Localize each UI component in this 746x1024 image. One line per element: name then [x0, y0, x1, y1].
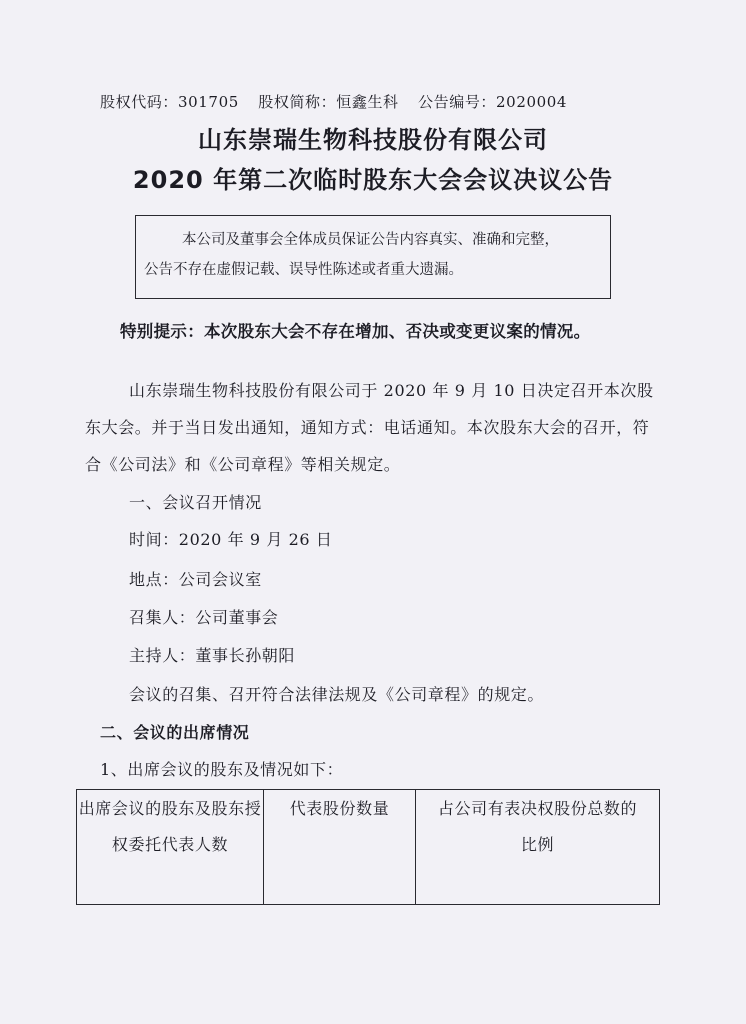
meeting-place: 地点：公司会议室	[129, 570, 262, 589]
section2-subheading: 1、出席会议的股东及情况如下：	[100, 760, 344, 779]
disclaimer-line-2: 公告不存在虚假记载、误导性陈述或者重大遗漏。	[144, 262, 463, 278]
document-meta	[100, 91, 660, 112]
special-tip: 特别提示：本次股东大会不存在增加、否决或变更议案的情况。	[120, 322, 591, 341]
table-header-ratio: 占公司有表决权股份总数的比例	[437, 799, 638, 854]
disclaimer-line-1: 本公司及董事会全体成员保证公告内容真实、准确和完整，	[182, 232, 559, 248]
table-header-shares: 代表股份数量	[264, 790, 416, 904]
meeting-time: 时间：2020 年 9 月 26 日	[129, 530, 333, 549]
stock-name: 股权简称：恒鑫生科	[258, 93, 399, 111]
disclaimer-box	[135, 215, 611, 299]
table-header-shareholders: 出席会议的股东及股东授权委托代表人数	[77, 790, 264, 904]
announcement-number: 公告编号：2020004	[418, 93, 568, 111]
announcement-title: 2020 年第二次临时股东大会会议决议公告	[132, 166, 614, 194]
company-name-title: 山东崇瑞生物科技股份有限公司	[198, 126, 548, 154]
stock-code: 股权代码：301705	[100, 93, 239, 111]
attendance-table	[76, 789, 660, 905]
section1-heading: 一、会议召开情况	[129, 493, 262, 512]
intro-paragraph: 山东崇瑞生物科技股份有限公司于 2020 年 9 月 10 日决定召开本次股东大会。并于当日发出通知，通知方式：电话通知。本次股东大会的召开，符合《公司法》和《公司章程》等相关规定。	[85, 381, 654, 474]
section2-heading: 二、会议的出席情况	[100, 723, 250, 742]
meeting-host: 主持人：董事长孙朝阳	[129, 646, 296, 665]
meeting-convener: 召集人：公司董事会	[129, 608, 279, 627]
compliance-statement: 会议的召集、召开符合法律法规及《公司章程》的规定。	[129, 685, 545, 704]
